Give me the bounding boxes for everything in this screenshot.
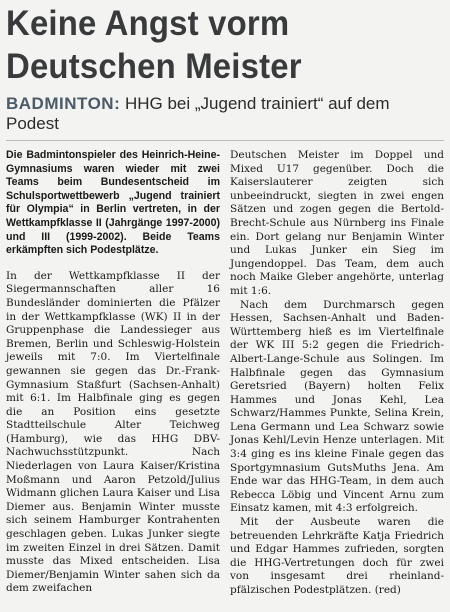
body-paragraph-4: Mit der Ausbeute waren die betreuenden Lehrkräfte Katja Friedrich und Edgar Hammes zufrieden, sorgten die HHG-Vertretungen doch für zwei von insgesamt drei rheinland-pfälzischen Podestplätzen. (red) — [230, 516, 444, 596]
kicker-topic: BADMINTON: — [6, 94, 121, 113]
body-paragraph-3: Nach dem Durchmarsch gegen Hessen, Sachsen-Anhalt und Baden-Württemberg hieß es im Viertelfinale der WK III 5:2 gegen die Friedrich-Albert-Lange-Schule aus Solingen. Im Halbfinale gegen das Gymnasium Geretsried (Bayern) holten Felix Hammes und Jonas Kehl, Lea Schwarz/Hammes Punkte, Selina Krein, Lena Germann und Lea Schwarz sowie Jonas Kehl/Levin Henze unterlagen. Mit 3:4 ging es ins kleine Finale gegen das Sportgymnasium GutsMuths Jena. Am Ende war das HHG-Team, in dem auch Rebecca Löbig und Vincent Arnu zum Einsatz kamen, mit 4:3 erfolgreich. — [230, 298, 444, 515]
article-columns — [6, 149, 444, 598]
headline — [6, 2, 418, 88]
column-left — [6, 149, 220, 598]
headline-line-1: Keine Angst vorm — [6, 4, 290, 43]
kicker-text: HHG bei „Jugend trainiert“ auf dem Podest — [6, 94, 390, 133]
kicker — [6, 94, 444, 141]
lead-paragraph: Die Badmintonspieler des Heinrich-Heine-Gymnasiums waren wieder mit zwei Teams beim Bundesentscheid im Schulsportwettbewerb „Jugend trainiert für Olympia“ in Berlin vertreten, in der Wettkampfklasse II (Jahrgänge 1997-2000) und III (1999-2002). Beide Teams erkämpften sich Podestplätze. — [6, 149, 220, 257]
column-right — [230, 149, 444, 598]
body-paragraph-1: In der Wettkampfklasse II der Siegermannschaften aller 16 Bundesländer dominierten die Pfälzer in der Wettkampfklasse (WK) II in der Gruppenphase die Landessieger aus Bremen, Berlin und Schleswig-Holstein jeweils mit 7:0. Im Viertelfinale gewannen sie gegen das Dr.-Frank-Gymnasium Staßfurt (Sachsen-Anhalt) mit 6:1. Im Halbfinale ging es gegen die an Position eins gesetzte Stadtteilschule Alter Teichweg (Hamburg), wie das HHG DBV-Nachwuchsstützpunkt. Nach Niederlagen von Laura Kaiser/Kristina Moßmann und Aaron Petzold/Julius Widmann glichen Laura Kaiser und Lisa Diemer aus. Benjamin Winter musste sich seinem Hamburger Kontrahenten geschlagen geben. Lukas Junker siegte im zweiten Einzel in drei Sätzen. Damit musste das Mixed entscheiden. Lisa Diemer/Benjamin Winter sahen sich da dem zweifachen — [6, 269, 220, 595]
body-paragraph-2: Deutschen Meister im Doppel und Mixed U17 gegenüber. Doch die Kaiserslauterer zeigten sich unbeeindruckt, siegten in zwei engen Sätzen und zogen gegen die Bertold-Brecht-Schule aus Nürnberg ins Finale ein. Dort gelang nur Benjamin Winter und Lukas Junker ein Sieg im Jungendoppel. Das Team, dem auch noch Maike Gleber angehörte, unterlag mit 1:6. — [230, 149, 444, 297]
headline-line-2: Deutschen Meister — [6, 47, 302, 86]
